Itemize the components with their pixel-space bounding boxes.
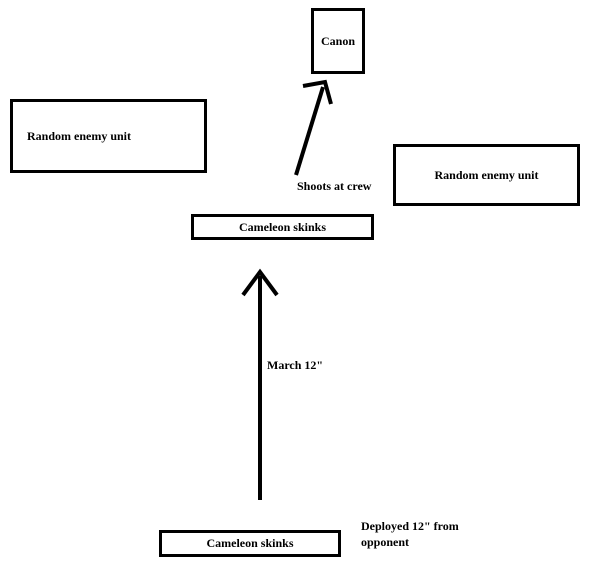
- label-deployment-distance: Deployed 12" from opponent: [361, 519, 459, 550]
- box-skinks-deployed: [159, 530, 341, 557]
- box-canon-label: Canon: [320, 33, 355, 48]
- march-arrow: [243, 272, 277, 500]
- box-enemy-unit-right: [393, 144, 580, 206]
- box-enemy-unit-left: [10, 99, 207, 173]
- label-shoots-at-crew: Shoots at crew: [297, 179, 372, 193]
- shoots-at-crew-arrow: [296, 82, 331, 175]
- box-skinks-advanced: [191, 214, 374, 240]
- box-enemy-unit-right-label: Random enemy unit: [434, 167, 539, 182]
- label-march-distance: March 12": [267, 358, 324, 372]
- box-enemy-unit-left-label: Random enemy unit: [27, 128, 132, 143]
- box-canon: [311, 8, 365, 74]
- box-skinks-advanced-label: Cameleon skinks: [238, 219, 327, 234]
- box-skinks-deployed-label: Cameleon skinks: [206, 536, 294, 550]
